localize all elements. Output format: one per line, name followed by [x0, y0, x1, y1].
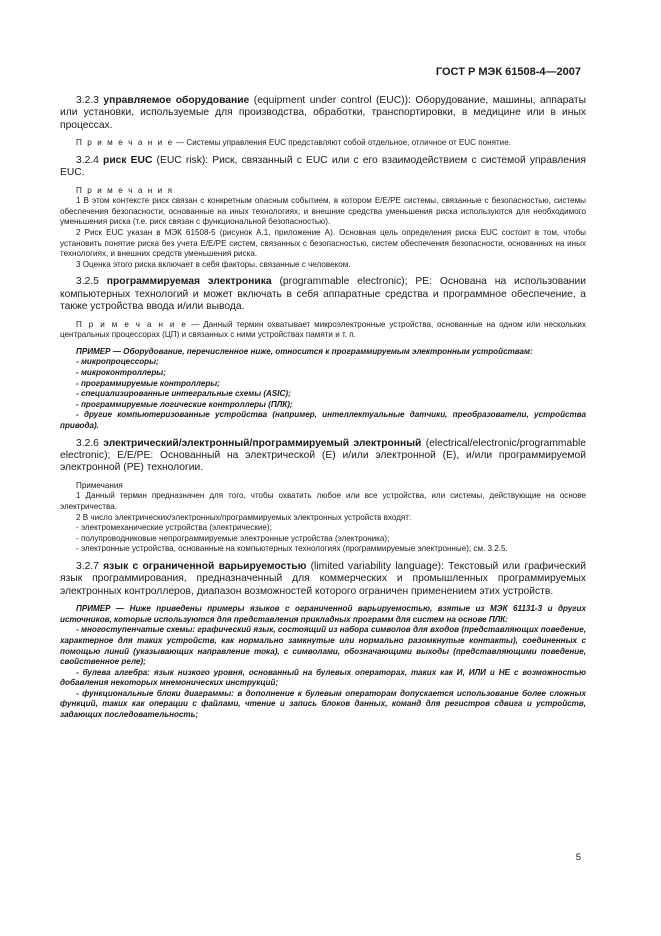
example-item: - микроконтроллеры; [76, 367, 166, 377]
example-item: - программируемые контроллеры; [76, 378, 220, 388]
note-label: П р и м е ч а н и е [76, 319, 188, 329]
example-item: - программируемые логические контроллеры (ПЛК); [76, 399, 293, 409]
note-item: 1 В этом контексте риск связан с конкретным опасным событием, в котором E/E/PE системы, связанные с безопасностью, системы обеспечения безопасности, основанные на иных технологиях, и внешние средства уменьшения риска используются для необходимого уменьшения риска (т.е. риск связан с функциональной безопасностью). [60, 196, 586, 227]
note-3-2-5 [60, 320, 586, 341]
example-intro: ПРИМЕР — Ниже приведены примеры языков с ограниченной варьируемостью, взятые из МЭК 61131-3 и других источников, которые используются для представления прикладных программ для систем на основе ПЛК: [60, 604, 586, 624]
term-title: электрический/электронный/программируемый электронный [103, 437, 422, 449]
example-item: - микропроцессоры; [76, 357, 159, 367]
term-3-2-4 [60, 155, 586, 180]
term-number: 3.2.3 [76, 95, 99, 106]
page-number: 5 [575, 852, 581, 863]
term-title: язык с ограниченной варьируемостью [103, 560, 307, 572]
example-item: - булева алгебра: язык низкого уровня, основанный на булевых операторах, таких как И, ИЛИ и НЕ с возможностью добавления некоторых мнемонических инструкций; [60, 667, 586, 688]
term-definition: (programmable electronic); PE: Основана на использовании компьютерных технологий и может включать в себя аппаратные средства и программное обеспечение, а также устройства ввода и/или вывода. [60, 276, 586, 313]
note-item: 2 В число электрических/электронных/программируемых электронных устройств входят: [76, 512, 412, 522]
term-title: программируемая электроника [106, 276, 272, 288]
term-3-2-6 [60, 438, 586, 475]
term-number: 3.2.7 [76, 560, 99, 572]
term-definition: (equipment under control (EUC)): Оборудование, машины, аппараты или установки, используемые для производства, обработки, транспортировки, в медицине или в иных процессах. [60, 95, 586, 131]
term-number: 3.2.4 [76, 154, 99, 166]
note-sub-item: - электронные устройства, основанные на компьютерных технологиях (программируемые электронные); см. 3.2.5. [76, 544, 508, 554]
note-item: 2 Риск EUC указан в МЭК 61508-5 (рисунок А.1, приложение А). Основная цель определения риска EUC состоит в том, чтобы установить понятие риска без учета E/E/PE систем, связанных с безопасностью, систем обеспечения безопасности, основанных на иных технологиях, и внешних средств уменьшения риска. [60, 228, 586, 259]
term-title: управляемое оборудование [103, 95, 250, 106]
document-header: ГОСТ Р МЭК 61508-4—2007 [435, 66, 581, 78]
term-title: риск EUC [103, 154, 153, 166]
note-item: 1 Данный термин предназначен для того, чтобы охватить любое или все устройства, или системы, действующие на основе электричества. [60, 491, 586, 511]
note-text: — Данный термин охватывает микроэлектронные устройства, основанные на одном или нескольких центральных процессорах (ЦП) и связанных с ними устройствах памяти и т. п. [60, 319, 586, 340]
term-3-2-3 [60, 95, 586, 132]
term-number: 3.2.6 [76, 437, 99, 449]
term-number: 3.2.5 [76, 276, 99, 288]
notes-heading: П р и м е ч а н и я [76, 185, 174, 195]
note-sub-item: - электромеханические устройства (электрические); [76, 523, 272, 533]
note-sub-item: - полупроводниковые непрограммируемые электронные устройства (электроника); [76, 533, 390, 543]
note-label: П р и м е ч а н и е [76, 138, 174, 148]
note-3-2-3 [60, 138, 586, 149]
notes-heading: Примечания [76, 480, 123, 490]
page-content [60, 95, 586, 721]
example-item: - специализированные интегральные схемы (ASIC); [76, 389, 291, 399]
example-item: - другие компьютеризованные устройства (например, интеллектуальные датчики, преобразователи, устройства привода). [60, 410, 586, 430]
term-3-2-7 [60, 561, 586, 598]
note-text: — Системы управления EUC представляют собой отдельное, отличное от EUC понятие. [173, 138, 511, 148]
note-item: 3 Оценка этого риска включает в себя факторы, связанные с человеком. [76, 259, 351, 269]
term-definition: (EUC risk): Риск, связанный с EUC или с его взаимодействием с системой управления EUC. [60, 154, 586, 179]
example-item: - многоступенчатые схемы: графический язык, состоящий из набора символов для входов (представляющих поведение, характерное для таких устройств, как нормально замкнутые или нормально разомкнутые контакты), соединенных с помощью линий (указывающих направление тока), с символами, обозначающими выходы (представляющими поведение, свойственное реле); [60, 625, 586, 667]
term-definition: (electrical/electronic/programmable electronic); E/E/PE: Основанный на электрической (E) и/или электронной (E), и/или программируемой электронной (PE) технологии. [60, 437, 586, 474]
example-item: - функциональные блоки диаграммы: в дополнение к булевым операторам допускается использование более сложных функций, таких как операции с файлами, чтение и запись блоков данных, команд для регистров сдвига и устройств, задающих последовательность; [60, 688, 586, 720]
term-definition: (limited variability language): Текстовый или графический язык программирования, предназначенный для коммерческих и промышленных программируемых электронных контроллеров, диапазон возможностей которого ограничен применением этих устройств. [60, 560, 586, 597]
term-3-2-5 [60, 276, 586, 313]
example-intro: ПРИМЕР — Оборудование, перечисленное ниже, относится к программируемым электронным устройствам: [76, 346, 533, 356]
